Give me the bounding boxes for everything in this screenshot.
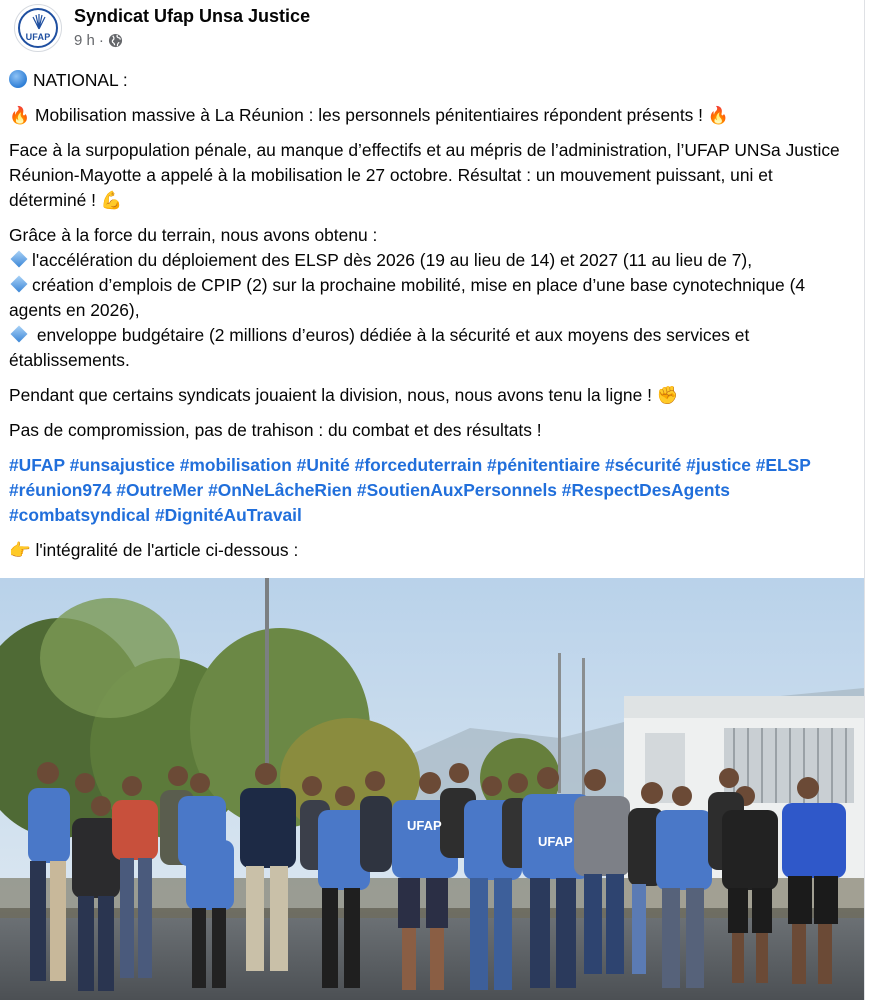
vest-label: UFAP [407, 818, 442, 833]
flexed-biceps-icon: 💪 [100, 190, 123, 210]
page-avatar[interactable] [14, 4, 62, 52]
blue-diamond-icon [11, 251, 28, 268]
post-time[interactable]: 9 h [74, 32, 95, 49]
article-text: l'intégralité de l'article ci-dessous : [35, 540, 299, 560]
para2-text: Pendant que certains syndicats jouaient la division, nous, nous avons tenu la ligne ! [9, 385, 652, 405]
fire-icon: 🔥 [9, 106, 31, 125]
line-para1 [9, 138, 849, 213]
bullet-3 [9, 323, 849, 373]
post-header [14, 4, 774, 54]
post-photo[interactable] [0, 578, 864, 1000]
line-national [9, 68, 849, 93]
line-para3: Pas de compromission, pas de trahison : du combat et des résultats ! [9, 420, 542, 440]
para1-text: Face à la surpopulation pénale, au manque d’effectifs et au mépris de l’administration, l’UFAP UNSa Justice Réunion-Mayotte a appelé à la mobilisation le 27 octobre. Résultat : un mouvement puissant, uni et déterminé ! [9, 140, 840, 210]
national-label: NATIONAL : [33, 70, 128, 90]
bullet1-text: l'accélération du déploiement des ELSP dès 2026 (19 au lieu de 14) et 2027 (11 au lieu de 7), [32, 250, 753, 270]
meta-separator: · [98, 32, 104, 49]
avatar-logo-icon [29, 14, 49, 30]
bullet2-text: création d’emplois de CPIP (2) sur la prochaine mobilité, mise en place d’une base cynotechnique (4 agents en 2026), [9, 275, 806, 320]
vest-label: UFAP [538, 834, 573, 849]
line-article [9, 538, 849, 563]
line-intro: Grâce à la force du terrain, nous avons obtenu : [9, 225, 378, 245]
bullet-1 [9, 248, 849, 273]
raised-fist-icon: ✊ [656, 385, 679, 405]
avatar-text: UFAP [25, 32, 51, 42]
line-para2 [9, 383, 849, 408]
pointing-right-icon: 👉 [9, 540, 31, 560]
blue-diamond-icon [11, 326, 28, 343]
bullet3-text: enveloppe budgétaire (2 millions d’euros) dédiée à la sécurité et aux moyens des services et établissements. [9, 325, 750, 370]
headline-text: Mobilisation massive à La Réunion : les personnels pénitentiaires répondent présents ! [35, 105, 704, 125]
blue-diamond-icon [11, 276, 28, 293]
post-text [9, 68, 849, 563]
group-photo [0, 578, 864, 1000]
post-meta [74, 32, 123, 49]
blue-circle-icon [9, 70, 27, 88]
globe-icon[interactable] [108, 33, 123, 48]
line-headline [9, 103, 849, 128]
page-name-link[interactable]: Syndicat Ufap Unsa Justice [74, 6, 311, 26]
bullet-2 [9, 273, 849, 323]
fire-icon: 🔥 [707, 106, 730, 125]
hashtags[interactable]: #UFAP #unsajustice #mobilisation #Unité #forceduterrain #pénitentiaire #sécurité #justice #ELSP #réunion974 #OutreMer #OnNeLâcheRien #SoutienAuxPersonnels #RespectDesAgents #combatsyndical #DignitéAuTravail [9, 455, 811, 525]
